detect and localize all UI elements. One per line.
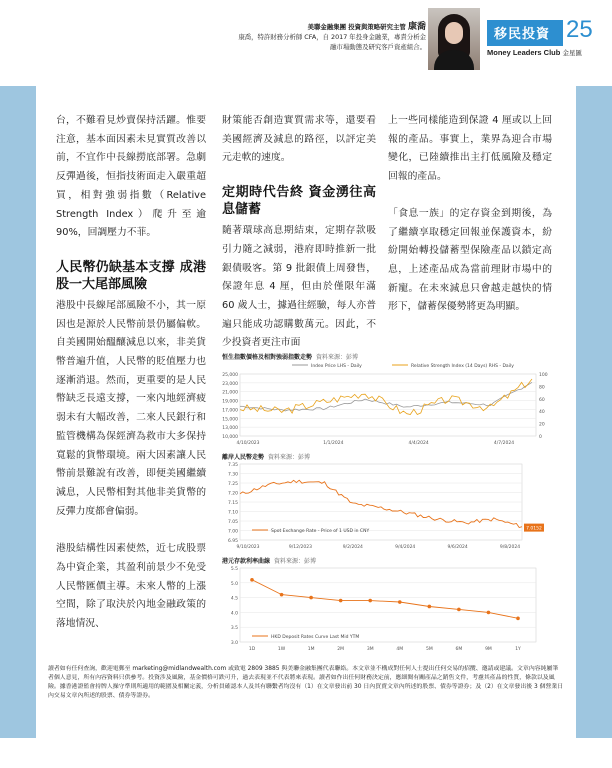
paragraph: 港股結構性因素使然，近七成股票為中資企業，其盈利前景少不免受人民幣匯價主導。未來人幣的上漲空間，除了取決於內地金融政策的落地情況、: [56, 543, 206, 630]
page-number: 25: [566, 16, 593, 43]
y-tick-label: 7.00: [227, 529, 238, 535]
club-name-zh: 金星匯: [562, 50, 582, 57]
author-block: [238, 22, 426, 52]
x-tick-label: 4/10/2023: [236, 441, 260, 446]
x-tick-label: 1D: [248, 647, 256, 652]
y-tick-label: 3.0: [230, 641, 238, 646]
club-name-en: Money Leaders Club: [487, 48, 561, 57]
last-value-label: 7.0152: [526, 526, 542, 532]
data-point: [516, 617, 520, 621]
y-tick-label: 4.5: [230, 596, 238, 602]
x-tick-label: 4/7/2024: [493, 441, 515, 446]
y-tick-label-left: 17,000: [222, 408, 238, 414]
legend-label-rsi: Relative Strength Index (14 Days) RHS - Daily: [411, 364, 514, 369]
data-point: [309, 596, 313, 600]
chart-source: 資料來源：彭博: [274, 558, 317, 565]
author-title: [238, 22, 426, 32]
article-column-3: [388, 112, 552, 317]
y-tick-label-left: 21,000: [222, 390, 238, 396]
chart-title: 港元存款利率曲線: [222, 558, 271, 565]
y-tick-label: 6.95: [227, 539, 238, 544]
data-point: [250, 578, 254, 582]
x-tick-label: 1/1/2024: [323, 441, 344, 446]
y-tick-label-left: 23,000: [222, 381, 238, 387]
y-tick-label-left: 25,000: [222, 373, 238, 378]
chart-title: 離岸人民幣走勢: [222, 454, 265, 461]
disclaimer-text: 讀者如有任何查詢，歡迎電郵至 marketing@midlandwealth.com 或致電 2809 3885 與美聯金融集團代表聯絡。本文章並不構成對任何人士提出任何交易的招攬、邀請或建議。文章內容純屬筆者個人意見，所有內容資料只供參考。投資涉及風險，基金價格可跌可升，過去表現並不代表將來表現。讀者如作出任何財務決定前，應細閱有關產品之銷售文件，考慮其產品的性質，條款以及風險。據香港證監會持牌人操守準則所適用的範圍及相關定義，分析員確認本人及其有聯繫者均沒有（1）在文章發出前 30 日內買賣文章內所述的股票、債券等證券；及（2）在文章發出後 3 個營業日內交易文章內所述的股票、債券等證券。: [48, 666, 564, 699]
y-tick-label: 7.25: [227, 482, 238, 487]
chart-hkd-deposit: [222, 556, 552, 656]
paragraph: 隨著環球高息期結束，定期存款吸引力隨之減弱，港府即時推新一批銀債吸客。第 9 批銀債上周發售，保證年息 4 厘，但由於僅限年滿 60 歲人士，據過往經驗，每人亦普遍只能成功認購數萬元。因此，不少投資者更注市面: [222, 225, 376, 349]
x-tick-label: 1Y: [515, 647, 521, 652]
x-tick-label: 9/2/2024: [342, 545, 363, 550]
paragraph: 財策能否創造實質需求等，還要看美國經濟及減息的路徑，以評定美元走軟的速度。: [222, 115, 376, 164]
y-tick-label-left: 19,000: [222, 399, 238, 405]
x-tick-label: 9/10/2023: [236, 545, 260, 550]
legend-label-cnh: Spot Exchange Rate - Price of 1 USD in CNY: [271, 529, 370, 534]
club-name: [487, 48, 582, 57]
chart-cnh: [222, 452, 552, 550]
article-column-1: [56, 112, 206, 634]
x-tick-label: 1M: [307, 647, 315, 652]
disclaimer: [48, 665, 564, 701]
y-tick-label-right: 0: [539, 435, 542, 440]
y-tick-label-left: 10,000: [222, 435, 238, 440]
chart-title: 恒生指數價格及相對強弱指數走勢: [222, 354, 313, 361]
y-tick-label-right: 100: [539, 373, 548, 378]
author-photo: [428, 8, 480, 70]
legend-label-price: Index Price LHS - Daily: [311, 364, 362, 369]
paragraph: 港股中長線尾部風險不小，其一原因也是源於人民幣前景仍屬偏軟。自美國開始醞釀減息以來，非美貨幣普遍升值，人民幣的貶值壓力也逐漸消退。然而，更重要的是人民幣缺乏長遠支撐，一來內地經濟疲弱未有大幅改善，二來人民銀行和監管機構為保經濟為救市大多保持寬鬆的貨幣環境。兩大因素讓人民幣前景難說有改善，即便美國繼續減息，人民幣相對其他非美貨幣的反彈力度都會偏弱。: [56, 299, 206, 517]
paragraph: 「食息一族」的定存資金到期後，為了繼續享取穩定回報並保護資本，紛紛開始轉投儲蓄型保險產品以鎖定高息，上述產品成為當前理財市場中的新寵。在未來減息只會越走越快的情形下，儲蓄保優勢將更為明顯。: [388, 207, 552, 313]
data-point: [339, 599, 343, 603]
y-tick-label: 7.15: [227, 501, 238, 506]
section-heading-1: 人民幣仍缺基本支撐 成港股一大尾部風險: [56, 259, 206, 292]
y-tick-label: 4.0: [230, 611, 238, 617]
y-tick-label: 7.30: [227, 472, 238, 478]
y-tick-label: 7.35: [227, 463, 238, 468]
article-column-2: [222, 112, 376, 353]
x-tick-label: 6M: [455, 647, 463, 652]
chart-hsi-rsi: [222, 352, 552, 448]
data-point: [428, 605, 432, 609]
section-title: 移民投資: [494, 27, 551, 42]
legend-label-hkd: HKD Deposit Rates Curve Last Mid YTM: [271, 635, 360, 640]
x-tick-label: 9/8/2024: [499, 545, 521, 550]
chart-source: 資料來源：彭博: [316, 354, 359, 361]
paragraph: 上一些同樣能造到保證 4 厘或以上回報的產品。事實上，業界為迎合市場變化，已陸續推出主打低風險及穩定回報的產品。: [388, 115, 552, 183]
author-bio: 康喬，特許財務分析師 CFA，自 2017 年投身金融業，專責分析金融市場動態及研究客戶資產組合。: [238, 33, 426, 51]
x-tick-label: 9/4/2024: [395, 545, 416, 550]
y-tick-label-left: 13,000: [222, 426, 238, 432]
hsi-rsi-plot: [222, 360, 552, 448]
plot-area: [240, 568, 536, 642]
cnh-plot: [222, 460, 552, 550]
section-heading-2: 定期時代告終 資金湧往高息儲蓄: [222, 185, 376, 218]
x-tick-label: 1W: [277, 647, 286, 652]
x-tick-label: 4M: [396, 647, 404, 652]
x-tick-label: 3M: [366, 647, 374, 652]
data-point: [368, 599, 372, 603]
y-tick-label-left: 15,000: [222, 417, 238, 423]
x-tick-label: 9M: [485, 647, 492, 652]
y-tick-label-right: 80: [539, 385, 545, 391]
author-name: 康喬: [407, 22, 426, 32]
y-tick-label: 7.10: [227, 510, 238, 516]
x-tick-label: 2M: [337, 647, 345, 652]
paragraph: 台，不難看見炒賣保持活躍。惟要注意，基本面因素未見實質改善以前，不宜作中長線撈底部署。急劇反彈過後，恒指技術面走入嚴重超買，相對強弱指數（Relative Strength Index）爬升至逾 90%，回調壓力不菲。: [56, 115, 206, 239]
x-tick-label: 4/4/2024: [408, 441, 429, 446]
right-blue-border: [576, 86, 612, 738]
y-tick-label-right: 20: [539, 422, 545, 428]
left-blue-border: [0, 86, 36, 738]
data-point: [280, 593, 284, 597]
author-role: 美聯金融集團 投資與策略研究主管: [307, 23, 406, 31]
y-tick-label-right: 60: [539, 397, 545, 403]
x-tick-label: 9/12/2023: [288, 545, 312, 550]
y-tick-label-right: 40: [539, 410, 545, 416]
x-tick-label: 9/6/2024: [447, 545, 468, 550]
chart-source: 資料來源：彭博: [268, 454, 311, 461]
data-point: [457, 608, 461, 612]
y-tick-label: 5.0: [230, 581, 238, 587]
y-tick-label: 7.20: [227, 491, 238, 497]
y-tick-label: 3.5: [230, 626, 238, 632]
data-point: [398, 600, 402, 604]
x-tick-label: 5M: [425, 647, 433, 652]
data-point: [487, 611, 491, 615]
y-tick-label: 7.05: [227, 520, 238, 525]
y-tick-label: 5.5: [230, 567, 238, 572]
hkd-deposit-plot: [222, 564, 552, 656]
